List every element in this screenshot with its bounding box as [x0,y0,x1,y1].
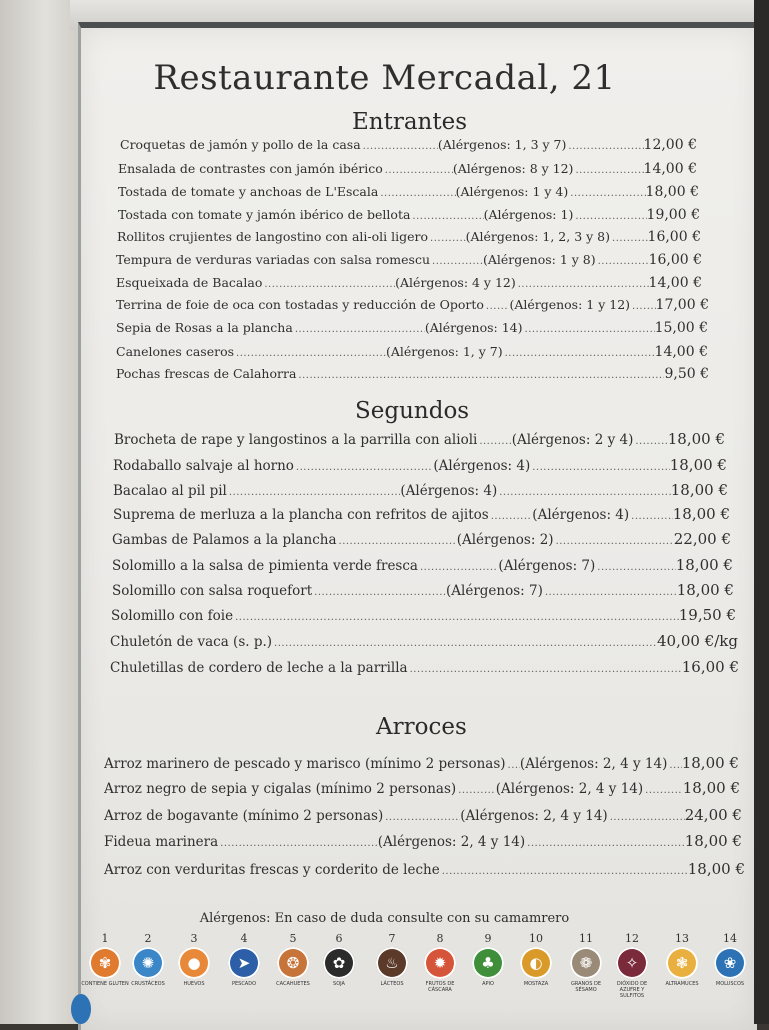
dot-leader [643,785,683,796]
right-edge [754,0,769,1024]
dish-name: Fideua marinera [104,834,219,850]
dot-leader [378,188,455,199]
dish-price: 16,00 € [648,252,702,268]
allergen-item [658,932,706,987]
dot-leader [530,462,669,473]
allergen-number: 12 [625,932,639,945]
dish-price: 18,00 € [645,184,699,200]
dish-name: Tostada de tomate y anchoas de L'Escala [118,184,379,199]
allergen-label: PESCADO [231,981,257,987]
menu-item-row [104,779,740,799]
dot-leader [484,301,510,312]
partial-icon-left-edge [71,994,91,1024]
dish-allergens: (Alérgenos: 4 y 12) [395,275,516,290]
menu-item-row [116,344,708,364]
allergen-number: 10 [529,932,543,945]
dot-leader [293,324,425,335]
dish-name: Gambas de Palamos a la plancha [112,532,337,548]
dish-name: Rollitos crujientes de langostino con ali-oli ligero [117,229,429,244]
dish-allergens: (Alérgenos: 8 y 12) [452,161,574,176]
dot-leader [595,562,675,573]
allergen-item [220,932,268,987]
dish-price: 18,00 € [687,860,745,878]
allergen-number: 4 [240,932,248,945]
allergen-label: MOLUSCOS [715,981,745,987]
dish-name: Solomillo a la salsa de pimienta verde fresca [112,558,418,574]
dot-leader [408,664,682,675]
menu-item-row [116,320,708,340]
dish-allergens: (Alérgenos: 1, 3 y 7) [437,137,567,152]
allergen-label: MOSTAZA [523,981,549,987]
allergen-label: SOJA [333,981,345,987]
dot-leader [573,165,643,176]
allergen-item [124,932,172,987]
dish-price: 18,00 € [676,581,734,599]
dish-allergens: (Alérgenos: 2) [456,532,554,548]
menu-item-row [118,161,697,181]
allergen-number: 1 [101,932,109,945]
dot-leader [516,279,649,290]
dot-leader [272,638,657,649]
dot-leader [418,562,498,573]
dot-leader [497,487,671,498]
dish-price: 18,00 € [675,556,733,574]
dish-name: Arroz con verduritas frescas y corderito de leche [104,862,440,878]
dish-price: 14,00 € [643,161,697,177]
section-title-entrantes: Entrantes [352,109,468,135]
restaurant-title: Restaurante Mercadal, 21 [153,58,616,98]
dot-leader [568,188,645,199]
section-title-arroces: Arroces [376,714,467,740]
menu-item-row [118,184,699,204]
left-page [0,0,82,1024]
dish-allergens: (Alérgenos: 4) [433,458,531,474]
dot-leader [525,838,685,849]
fish-icon: ➤ [228,947,260,979]
dot-leader [630,301,656,312]
dot-leader [383,812,460,823]
dish-name: Suprema de merluza a la plancha con refritos de ajitos [113,507,489,523]
dot-leader [610,233,648,244]
dot-leader [312,587,446,598]
dish-name: Tempura de verduras variadas con salsa romescu [116,252,431,267]
menu-item-row [116,297,709,317]
menu-item-row [104,754,739,774]
allergen-label: APIO [482,981,494,987]
dish-name: Solomillo con salsa roquefort [112,583,313,599]
allergen-item [464,932,512,987]
dot-leader [489,511,533,522]
dish-name: Solomillo con foie [111,608,234,624]
menu-item-row [117,229,701,249]
allergen-label: CONTIENE GLUTEN [81,981,129,987]
allergen-item [368,932,416,987]
menu-item-row [113,505,730,525]
dish-price: 19,50 € [678,606,736,624]
dot-leader [218,838,378,849]
dish-allergens: (Alérgenos: 1) [483,207,574,222]
dot-leader [608,812,685,823]
dot-leader [410,211,483,222]
dish-price: 18,00 € [669,456,727,474]
allergen-number: 8 [436,932,444,945]
allergen-number: 6 [335,932,343,945]
dish-allergens: (Alérgenos: 1 y 12) [509,297,631,312]
dish-price: 18,00 € [670,481,728,499]
menu-item-row [104,832,742,852]
menu-item-row [112,556,733,576]
menu-item-row [113,481,728,501]
dish-allergens: (Alérgenos: 1 y 4) [455,184,569,199]
allergen-number: 11 [579,932,593,945]
dish-price: 12,00 € [643,137,697,153]
allergen-label: CACAHUETES [276,981,310,987]
menu-item-row [104,860,745,880]
allergen-number: 7 [388,932,396,945]
dot-leader [262,279,395,290]
dish-name: Croquetas de jamón y pollo de la casa [120,137,361,152]
milk-icon: ♨ [376,947,408,979]
soy-icon: ✿ [323,947,355,979]
dish-allergens: (Alérgenos: 4) [532,507,630,523]
dot-leader [383,165,453,176]
dish-price: 18,00 € [667,430,725,448]
sulphite-icon: ✧ [616,947,648,979]
allergen-label: DIÓXIDO DE AZUFRE Y SULFITOS [616,981,648,999]
dish-allergens: (Alérgenos: 1 y 8) [482,252,596,267]
dish-price: 14,00 € [654,344,708,360]
dot-leader [503,348,655,359]
dot-leader [566,141,643,152]
menu-item-row [111,606,736,626]
celery-icon: ♣ [472,947,504,979]
dot-leader [667,760,681,771]
dish-price: 22,00 € [673,530,731,548]
dish-price: 15,00 € [654,320,708,336]
dish-price: 14,00 € [648,275,702,291]
dish-price: 16,00 € [647,229,701,245]
dish-name: Arroz marinero de pescado y marisco (mínimo 2 personas) [104,756,506,772]
dish-name: Ensalada de contrastes con jamón ibérico [118,161,383,176]
dot-leader [430,256,483,267]
menu-item-row [112,581,734,601]
allergen-number: 13 [675,932,689,945]
allergen-label: CRUSTÁCEOS [131,981,165,987]
dot-leader [227,487,401,498]
dot-leader [456,785,496,796]
menu-item-row [116,252,702,272]
allergen-label: LÁCTEOS [380,981,404,987]
dish-name: Canelones caseros [116,344,235,359]
allergen-label: GRANOS DE SÉSAMO [570,981,601,993]
dish-price: 18,00 € [672,505,730,523]
dish-price: 19,00 € [646,207,700,223]
dish-name: Rodaballo salvaje al horno [113,458,294,474]
dish-allergens: (Alérgenos: 2, 4 y 14) [519,756,668,772]
peanut-icon: ❂ [277,947,309,979]
dish-allergens: (Alérgenos: 2, 4 y 14) [460,808,608,824]
nut-icon: ✹ [424,947,456,979]
allergen-legend-title: Alérgenos: En caso de duda consulte con su camamrero [199,911,570,926]
dish-allergens: (Alérgenos: 1, 2, 3 y 8) [465,229,611,244]
dish-allergens: (Alérgenos: 2, 4 y 14) [495,781,644,797]
dish-price: 40,00 €/kg [657,632,738,650]
allergen-number: 2 [144,932,152,945]
dish-price: 18,00 € [682,779,740,797]
dot-leader [506,760,520,771]
allergen-label: FRUTOS DE CÁSCARA [425,981,455,993]
menu-item-row [114,430,725,450]
allergen-label: ALTRAMUCES [665,981,699,987]
menu-item-row [110,632,738,652]
mollusc-icon: ❀ [714,947,746,979]
dish-price: 18,00 € [684,832,742,850]
allergen-item [562,932,610,993]
dish-price: 16,00 € [681,658,739,676]
allergen-item [416,932,464,993]
menu-item-row [113,456,727,476]
dot-leader [573,211,646,222]
dish-name: Terrina de foie de oca con tostadas y reducción de Oporto [116,297,484,312]
dot-leader [440,866,688,877]
dot-leader [629,511,673,522]
dot-leader [477,436,511,447]
dish-price: 9,50 € [664,366,709,382]
lupin-icon: ❃ [666,947,698,979]
dish-name: Chuletillas de cordero de leche a la parrilla [110,660,408,676]
menu-item-row [112,530,731,550]
dish-price: 18,00 € [681,754,739,772]
allergen-item [81,932,129,987]
dot-leader [543,587,677,598]
dot-leader [554,536,674,547]
allergen-number: 9 [484,932,492,945]
allergen-number: 3 [190,932,198,945]
dot-leader [337,536,457,547]
crab-icon: ✺ [132,947,164,979]
dish-name: Chuletón de vaca (s. p.) [110,634,273,650]
egg-icon: ● [178,947,210,979]
menu-item-row [116,275,702,295]
dish-name: Pochas frescas de Calahorra [116,366,297,381]
dish-name: Esqueixada de Bacalao [116,275,263,290]
menu-item-row [110,658,739,678]
sesame-icon: ❁ [570,947,602,979]
dot-leader [596,256,649,267]
dish-allergens: (Alérgenos: 2, 4 y 14) [377,834,526,850]
allergen-item [512,932,560,987]
allergen-item [706,932,754,987]
dish-allergens: (Alérgenos: 7) [446,583,543,599]
dish-allergens: (Alérgenos: 14) [424,320,523,335]
menu-item-row [116,366,709,386]
section-title-segundos: Segundos [355,398,470,424]
dot-leader [294,462,433,473]
allergen-item [170,932,218,987]
allergen-item [315,932,363,987]
dish-allergens: (Alérgenos: 2 y 4) [511,432,634,448]
dot-leader [428,233,466,244]
dish-name: Arroz negro de sepia y cigalas (mínimo 2 personas) [104,781,457,797]
dot-leader [523,324,655,335]
dot-leader [296,370,664,381]
dot-leader [233,612,679,623]
dish-allergens: (Alérgenos: 4) [400,483,498,499]
allergen-label: HUEVOS [183,981,205,987]
dot-leader [234,348,386,359]
dish-name: Sepia de Rosas a la plancha [116,320,293,335]
menu-item-row [120,137,697,157]
dish-name: Tostada con tomate y jamón ibérico de bellota [118,207,411,222]
menu-item-row [104,806,742,826]
dish-allergens: (Alérgenos: 1, y 7) [385,344,503,359]
dish-price: 17,00 € [655,297,709,313]
mustard-icon: ◐ [520,947,552,979]
dish-name: Arroz de bogavante (mínimo 2 personas) [104,808,384,824]
wheat-icon: ✾ [89,947,121,979]
dish-price: 24,00 € [684,806,742,824]
dot-leader [633,436,667,447]
dish-allergens: (Alérgenos: 7) [498,558,596,574]
allergen-item [269,932,317,987]
allergen-item [608,932,656,999]
dish-name: Brocheta de rape y langostinos a la parrilla con alioli [114,432,478,448]
allergen-number: 14 [723,932,737,945]
dish-name: Bacalao al pil pil [113,483,227,499]
menu-item-row [118,207,700,227]
allergen-number: 5 [289,932,297,945]
dot-leader [361,141,438,152]
